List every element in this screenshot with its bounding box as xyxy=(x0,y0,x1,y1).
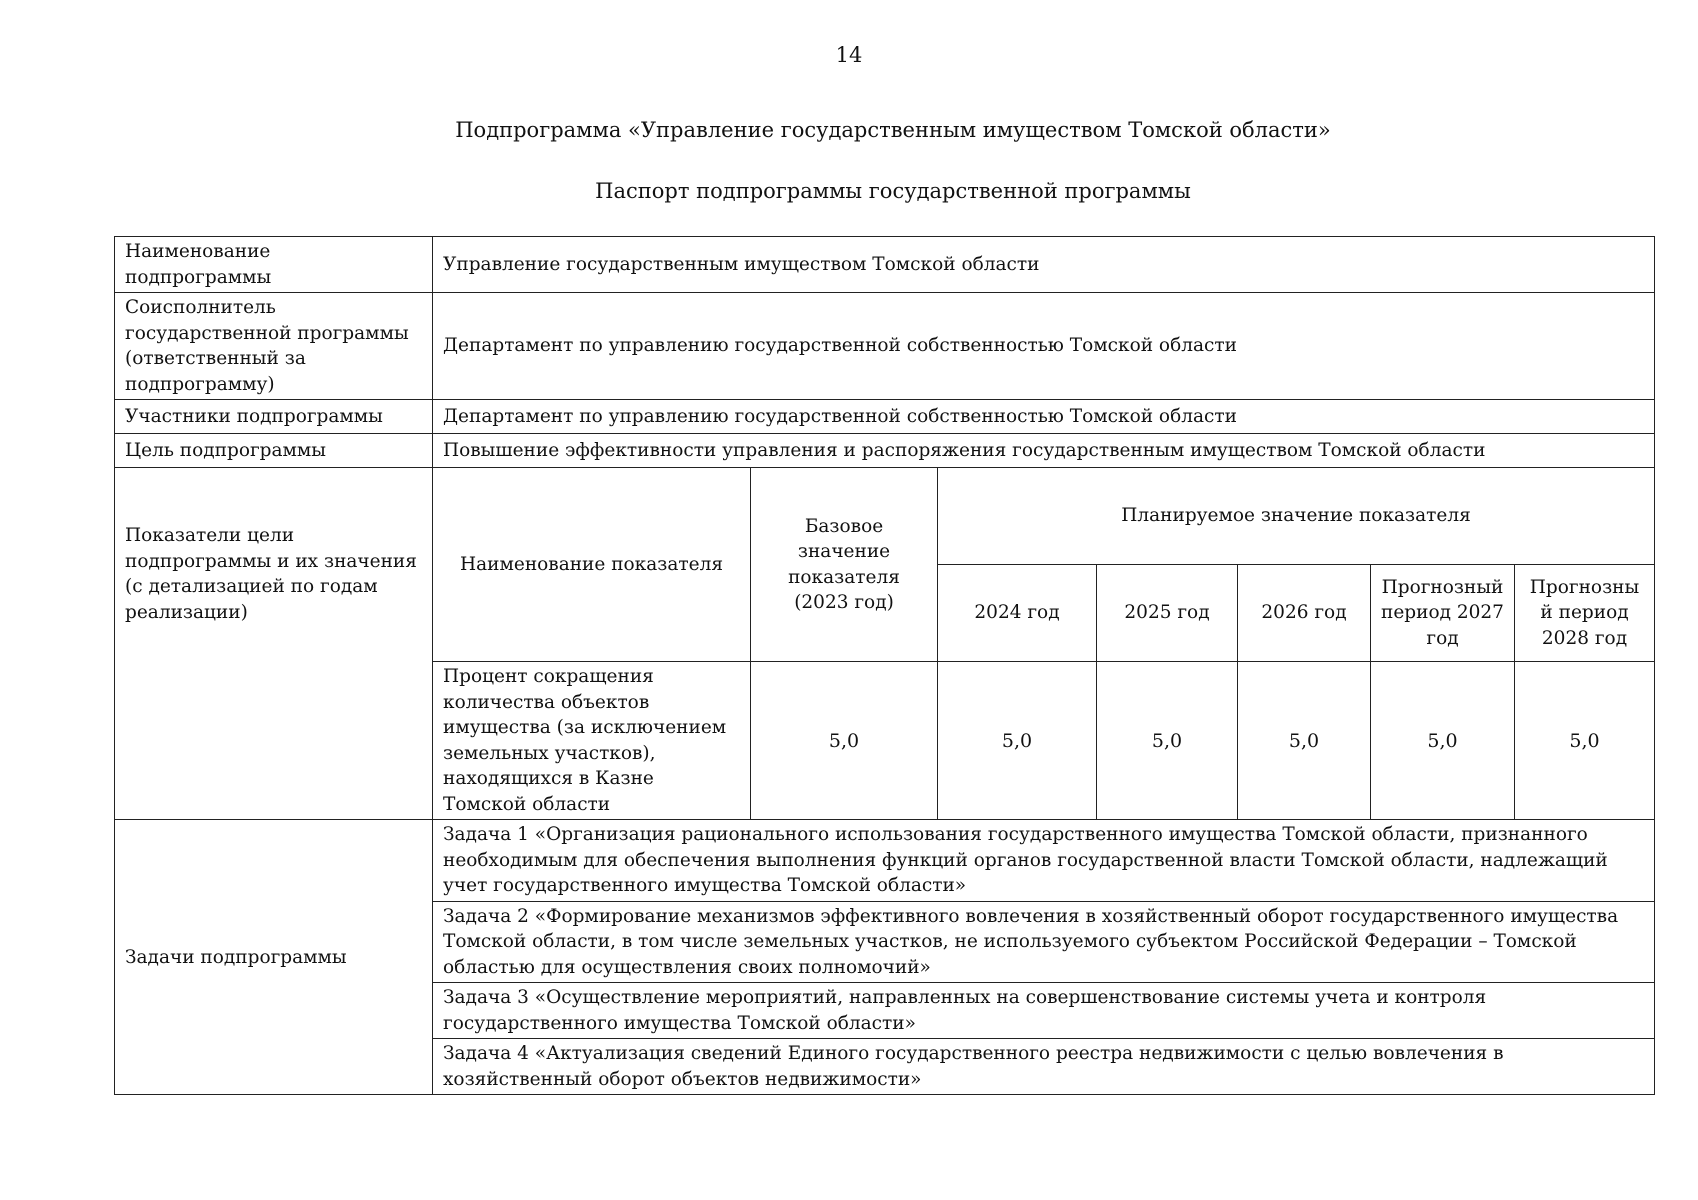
indicator-name: Процент сокращения количества объектов имущества (за исключением земельных участков), находящихся в Казне Томской области xyxy=(433,662,751,820)
indicator-2027-value: 5,0 xyxy=(1371,662,1515,820)
year-2024-header: 2024 год xyxy=(938,565,1097,662)
task-row-1 xyxy=(115,820,1655,902)
indicator-2026-value: 5,0 xyxy=(1238,662,1371,820)
indicator-name-header: Наименование показателя xyxy=(433,468,751,662)
participants-label: Участники подпрограммы xyxy=(115,400,433,434)
passport-table xyxy=(114,236,1655,1095)
indicator-2028-value: 5,0 xyxy=(1515,662,1655,820)
goal-label: Цель подпрограммы xyxy=(115,434,433,468)
year-2027-header: Прогнозный период 2027 год xyxy=(1371,565,1515,662)
task-3: Задача 3 «Осуществление мероприятий, направленных на совершенствование системы учета и контроля государственного имущества Томской области» xyxy=(433,983,1655,1039)
coexecutor-value: Департамент по управлению государственной собственностью Томской области xyxy=(433,293,1655,400)
indicator-2025-value: 5,0 xyxy=(1097,662,1238,820)
table-row-coexecutor xyxy=(115,293,1655,400)
table-row-name xyxy=(115,237,1655,293)
task-4: Задача 4 «Актуализация сведений Единого государственного реестра недвижимости с целью вовлечения в хозяйственный оборот объектов недвижимости» xyxy=(433,1039,1655,1095)
indicator-2024-value: 5,0 xyxy=(938,662,1097,820)
name-label: Наименование подпрограммы xyxy=(115,237,433,293)
task-2: Задача 2 «Формирование механизмов эффективного вовлечения в хозяйственный оборот государственного имущества Томской области, в том числе земельных участков, не используемого субъектом Российской Федерации – Томской областью для осуществления своих полномочий» xyxy=(433,901,1655,983)
year-2025-header: 2025 год xyxy=(1097,565,1238,662)
page-number: 14 xyxy=(835,43,863,67)
table-row-participants xyxy=(115,400,1655,434)
subprogram-title: Подпрограмма «Управление государственным имуществом Томской области» xyxy=(455,118,1331,142)
year-2026-header: 2026 год xyxy=(1238,565,1371,662)
planned-value-header: Планируемое значение показателя xyxy=(938,468,1655,565)
indicators-label: Показатели цели подпрограммы и их значения (с детализацией по годам реализации) xyxy=(115,468,433,820)
tasks-label: Задачи подпрограммы xyxy=(115,820,433,1095)
passport-title: Паспорт подпрограммы государственной программы xyxy=(595,179,1191,203)
indicator-base-value: 5,0 xyxy=(751,662,938,820)
year-2028-header: Прогнозный период 2028 год xyxy=(1515,565,1655,662)
task-1: Задача 1 «Организация рационального использования государственного имущества Томской области, признанного необходимым для обеспечения выполнения функций органов государственной власти Томской области, надлежащий учет государственного имущества Томской области» xyxy=(433,820,1655,902)
base-value-header: Базовое значение показателя (2023 год) xyxy=(751,468,938,662)
name-value: Управление государственным имуществом Томской области xyxy=(433,237,1655,293)
goal-value: Повышение эффективности управления и распоряжения государственным имуществом Томской области xyxy=(433,434,1655,468)
participants-value: Департамент по управлению государственной собственностью Томской области xyxy=(433,400,1655,434)
coexecutor-label: Соисполнитель государственной программы (ответственный за подпрограмму) xyxy=(115,293,433,400)
indicators-header-row xyxy=(115,468,1655,565)
table-row-goal xyxy=(115,434,1655,468)
